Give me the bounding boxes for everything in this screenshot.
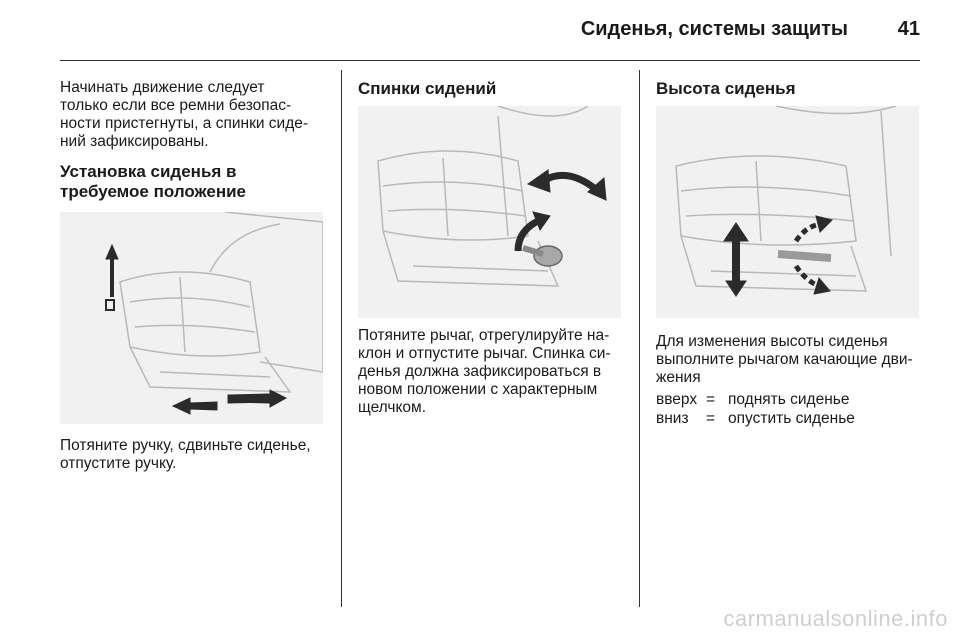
caption-2-line-2: клон и отпустите рычаг. Спинка си- [358, 345, 611, 362]
seat-height-definitions [656, 390, 855, 428]
caption-2-line-3: денья должна зафиксироваться в [358, 363, 602, 380]
figure-seat-position [60, 212, 323, 424]
intro-line-4: ний зафиксированы. [60, 133, 209, 150]
definition-row [656, 390, 855, 409]
definition-term: вверх [656, 391, 698, 408]
definition-equals: = [706, 391, 716, 408]
figure-backrest [358, 106, 621, 318]
caption-1-line-2: отпустите ручку. [60, 455, 177, 472]
backrest-arrows [518, 170, 606, 266]
intro-line-1: Начинать движение следует [60, 79, 265, 96]
caption-3-line-1: Для изменения высоты сиденья [656, 333, 888, 350]
section-heading-seat-height: Высота сиденья [656, 79, 796, 98]
section-heading-seat-position-2: требуемое положение [60, 182, 247, 201]
intro-line-2: только если все ремни безопас- [60, 97, 292, 114]
seat-height-arrows [724, 216, 832, 296]
caption-2-line-5: щелчком. [358, 399, 427, 416]
column-3-caption [656, 333, 931, 387]
page-header-title: Сиденья, системы защиты [580, 18, 848, 40]
caption-2-line-1: Потяните рычаг, отрегулируйте на- [358, 327, 610, 344]
column-1 [60, 79, 325, 202]
column-separator-1 [341, 70, 342, 607]
figure-seat-height [656, 106, 919, 318]
definition-equals: = [706, 410, 716, 427]
column-separator-2 [639, 70, 640, 607]
caption-1-line-1: Потяните ручку, сдвиньте сиденье, [60, 437, 311, 454]
definition-description: опустить сиденье [728, 410, 855, 427]
section-heading-backrest: Спинки сидений [358, 79, 497, 98]
watermark: carmanualsonline.info [723, 606, 948, 631]
definition-term: вниз [656, 410, 689, 427]
intro-line-3: ности пристегнуты, а спинки сиде- [60, 115, 309, 132]
page-number: 41 [897, 18, 920, 40]
column-3 [656, 79, 921, 99]
caption-3-line-3: жения [656, 369, 701, 386]
section-heading-seat-position-1: Установка сиденья в [60, 162, 237, 181]
caption-3-line-2: выполните рычагом качающие дви- [656, 351, 913, 368]
header-rule [60, 60, 920, 61]
column-2 [358, 79, 623, 99]
definition-description: поднять сиденье [728, 391, 850, 408]
column-2-caption [358, 327, 633, 417]
column-1-caption [60, 437, 325, 473]
caption-2-line-4: новом положении с характерным [358, 381, 598, 398]
definition-row [656, 409, 855, 428]
